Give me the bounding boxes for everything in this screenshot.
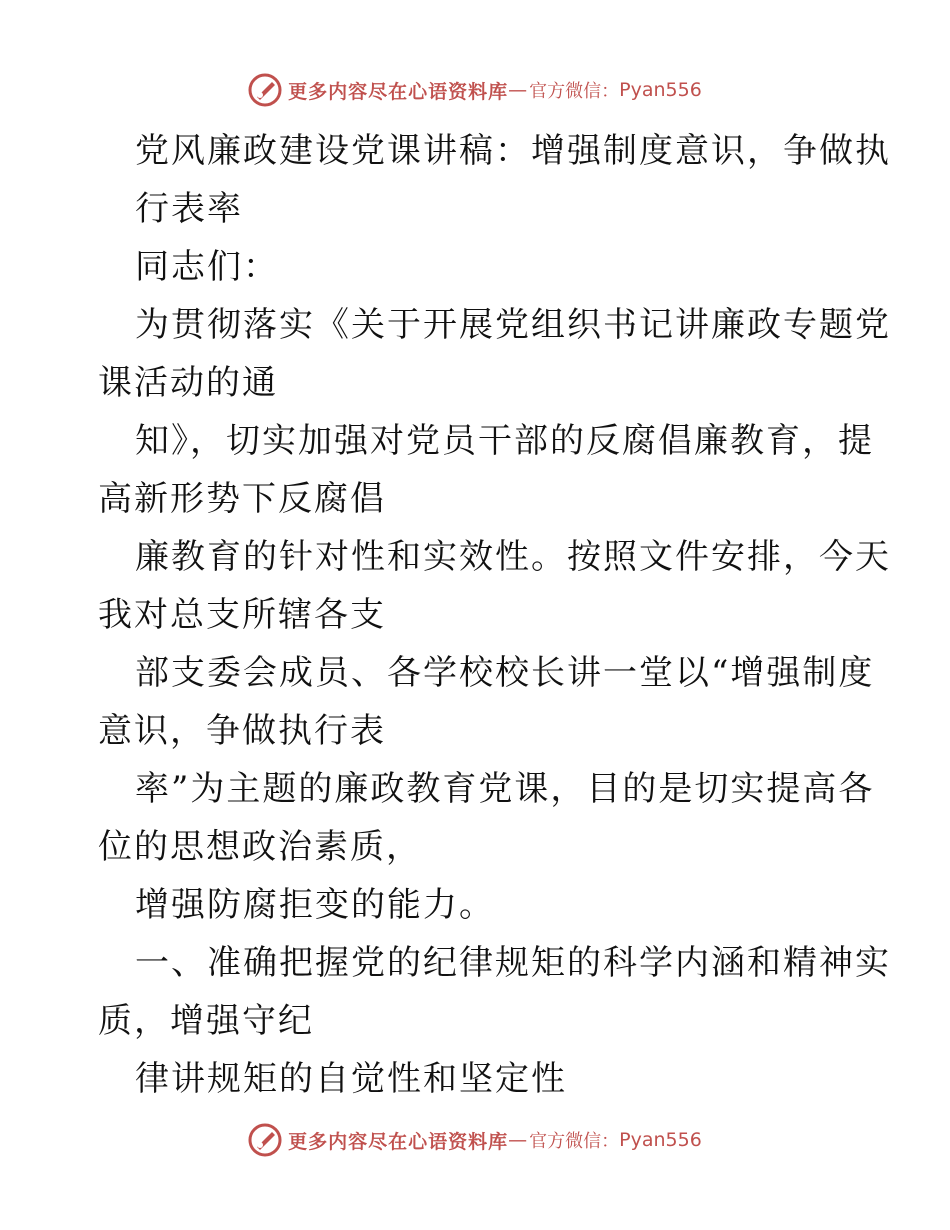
paragraph-line: 我对总支所辖各支: [98, 595, 386, 635]
banner-wechat-label: 官方微信：: [529, 1131, 620, 1152]
banner-site-name: 更多内容尽在心语资料库: [288, 80, 509, 103]
logo-icon: [248, 73, 282, 107]
section-heading-line: 质，增强守纪: [98, 1001, 314, 1041]
paragraph-line: 增强防腐拒变的能力。: [135, 885, 495, 925]
header-banner: [0, 70, 950, 110]
paragraph-line: 课活动的通: [98, 363, 278, 403]
logo-icon: [248, 1123, 282, 1157]
paragraph-line: 意识，争做执行表: [98, 711, 386, 751]
title-line-2: 行表率: [135, 189, 243, 229]
banner-wechat-id: Pyan556: [619, 1129, 702, 1151]
paragraph-line: 为贯彻落实《关于开展党组织书记讲廉政专题党: [135, 305, 891, 345]
title-line-1: 党风廉政建设党课讲稿：增强制度意识，争做执: [135, 131, 891, 171]
paragraph-line: 知》，切实加强对党员干部的反腐倡廉教育，提: [135, 421, 874, 461]
paragraph-line: 位的思想政治素质，: [98, 827, 422, 867]
document-body: [98, 122, 891, 1108]
paragraph-line: 率”为主题的廉政教育党课，目的是切实提高各: [135, 769, 875, 809]
paragraph-line: 廉教育的针对性和实效性。按照文件安排，今天: [135, 537, 891, 577]
banner-wechat-label: 官方微信：: [529, 81, 620, 102]
paragraph-line: 高新形势下反腐倡: [98, 479, 386, 519]
banner-dash: —: [508, 79, 528, 101]
banner-site-name: 更多内容尽在心语资料库: [288, 1130, 509, 1153]
paragraph-line: 部支委会成员、各学校校长讲一堂以“增强制度: [135, 653, 875, 693]
banner-dash: —: [508, 1129, 528, 1151]
banner-wechat-id: Pyan556: [619, 79, 702, 101]
section-heading-line: 律讲规矩的自觉性和坚定性: [135, 1059, 567, 1099]
footer-banner: [0, 1120, 950, 1160]
section-heading-line: 一、准确把握党的纪律规矩的科学内涵和精神实: [135, 943, 891, 983]
salutation: 同志们：: [135, 247, 279, 287]
